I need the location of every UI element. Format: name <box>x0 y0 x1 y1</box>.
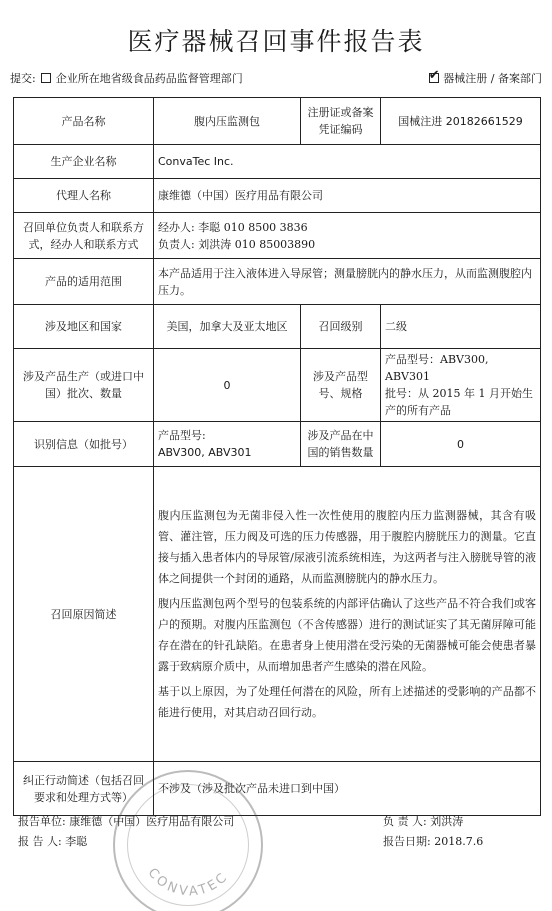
person-in-charge <box>383 813 463 829</box>
reason-paragraph: 基于以上原因，为了处理任何潜在的风险，所有上述描述的受影响的产品都不能进行使用，对其启动召回行动。 <box>158 685 536 719</box>
table-row <box>14 98 541 145</box>
model-line: 产品型号：ABV300, ABV301 <box>385 353 489 383</box>
china-sales-label: 涉及产品在中国的销售数量 <box>301 422 381 467</box>
identification-label: 识别信息（如批号） <box>14 422 154 467</box>
corrective-action-value: 不涉及（涉及批次产品未进口到中国） <box>154 762 541 816</box>
identification-models: ABV300, ABV301 <box>158 446 252 459</box>
registration-label: 器械注册 <box>443 72 488 85</box>
contact-line-handler: 经办人: 李聪 010 8500 3836 <box>158 220 308 234</box>
report-date-value: 2018.7.6 <box>434 835 484 848</box>
manufacturer-label: 生产企业名称 <box>14 145 154 179</box>
recall-reason-label: 召回原因简述 <box>14 467 154 762</box>
identification-value <box>154 422 301 467</box>
product-name-label: 产品名称 <box>14 98 154 145</box>
submit-option-provincial <box>10 70 243 86</box>
person-in-charge-label: 负 责 人: <box>383 815 427 828</box>
reporter <box>18 833 87 849</box>
contact-line-head: 负责人: 刘洪涛 010 85003890 <box>158 237 316 251</box>
batch-quantity: 0 <box>154 349 301 422</box>
registration-code-label: 注册证或备案凭证编码 <box>301 98 381 145</box>
report-date <box>383 833 483 849</box>
reporter-value: 李聪 <box>65 835 88 848</box>
scope-label: 产品的适用范围 <box>14 259 154 305</box>
china-sales-quantity: 0 <box>381 422 541 467</box>
scope-value: 本产品适用于注入液体进入导尿管；测量膀胱内的静水压力，从而监测腹腔内压力。 <box>154 259 541 305</box>
reason-paragraph: 腹内压监测包为无菌非侵入性一次性使用的腹腔内压力监测器械，其含有吸管、灌注管，压力阀及可选的压力传感器，用于腹腔内膀胱压力的测量。它直接与插入患者体内的导尿管/尿液引流系统相连，为这两者与注入膀胱导管的液体之间提供一个封闭的通路，从而监测膀胱内的静水压力。 <box>158 509 536 585</box>
table-row <box>14 349 541 422</box>
batch-number-line: 批号：从 2015 年 1 月开始生产的所有产品 <box>385 387 533 417</box>
reporter-label: 报 告 人: <box>18 835 62 848</box>
table-row <box>14 145 541 179</box>
table-row <box>14 305 541 349</box>
recall-level-value: 二级 <box>381 305 541 349</box>
product-name-value: 腹内压监测包 <box>154 98 301 145</box>
agent-label: 代理人名称 <box>14 179 154 213</box>
region-label: 涉及地区和国家 <box>14 305 154 349</box>
model-label: 涉及产品型号、规格 <box>301 349 381 422</box>
contact-label: 召回单位负责人和联系方式，经办人和联系方式 <box>14 213 154 259</box>
registration-code-value: 国械注进 20182661529 <box>381 98 541 145</box>
identification-line: 产品型号: <box>158 429 206 442</box>
submit-option-registration <box>427 70 542 86</box>
corrective-action-label: 纠正行动简述（包括召回要求和处理方式等） <box>14 762 154 816</box>
report-date-label: 报告日期: <box>383 835 431 848</box>
submit-to-row <box>10 70 542 86</box>
option-separator: / <box>490 72 495 85</box>
table-row <box>14 179 541 213</box>
reporting-unit-value: 康维德（中国）医疗用品有限公司 <box>69 815 235 828</box>
recall-reason-value <box>154 467 541 762</box>
submit-prefix: 提交: <box>10 72 36 85</box>
table-row <box>14 422 541 467</box>
region-value: 美国，加拿大及亚太地区 <box>154 305 301 349</box>
registration-checkbox[interactable] <box>429 73 439 83</box>
table-row <box>14 467 541 762</box>
model-value <box>381 349 541 422</box>
contact-value <box>154 213 541 259</box>
reporting-unit-label: 报告单位: <box>18 815 66 828</box>
svg-text:CONVATEC: CONVATEC <box>144 865 232 900</box>
agent-value: 康维德（中国）医疗用品有限公司 <box>154 179 541 213</box>
filing-label: 备案部门 <box>498 72 542 85</box>
table-row <box>14 259 541 305</box>
manufacturer-value: ConvaTec Inc. <box>154 145 541 179</box>
table-row <box>14 762 541 816</box>
person-in-charge-value: 刘洪涛 <box>430 815 464 828</box>
reason-paragraph: 腹内压监测包两个型号的包装系统的内部评估确认了这些产品不符合我们或客户的预期。对腹内压监测包（不含传感器）进行的测试证实了其无菌屏障可能存在潜在的针孔缺陷。在患者身上使用潜在受污染的无菌器械可能会使患者暴露于致病原介质中，从而增加患者产生感染的潜在风险。 <box>158 597 536 673</box>
batch-label: 涉及产品生产（或进口中国）批次、数量 <box>14 349 154 422</box>
recall-report-table <box>13 97 541 816</box>
table-row <box>14 213 541 259</box>
footer-row-1 <box>18 813 540 829</box>
footer-row-2 <box>18 833 540 849</box>
reporting-unit <box>18 813 234 829</box>
provincial-checkbox[interactable] <box>41 73 51 83</box>
page-title: 医疗器械召回事件报告表 <box>127 27 425 56</box>
provincial-label: 企业所在地省级食品药品监督管理部门 <box>55 72 243 85</box>
recall-level-label: 召回级别 <box>301 305 381 349</box>
